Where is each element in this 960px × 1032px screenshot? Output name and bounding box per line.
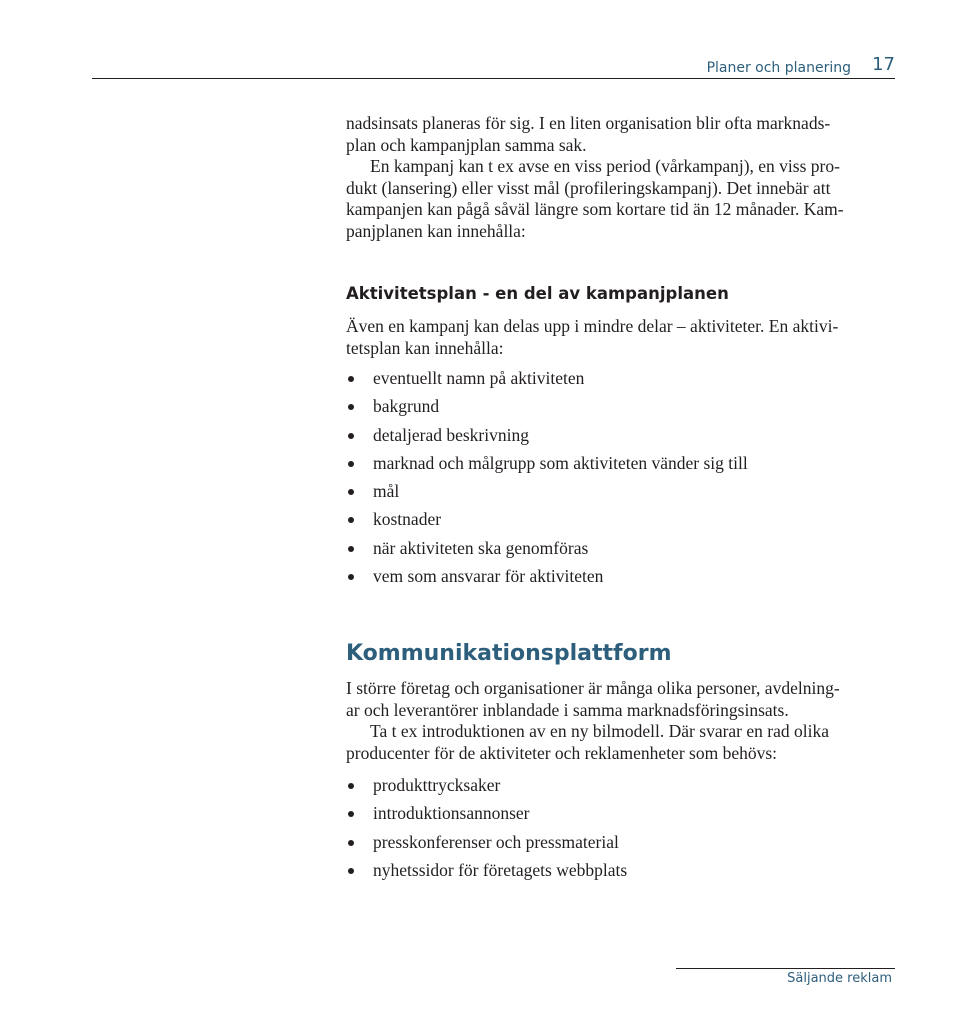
page-number: 17 [872,54,895,75]
list-item: presskonferenser och pressmaterial [346,828,627,856]
bullet-icon [348,811,354,817]
page-header [92,52,895,79]
bullet-icon [348,376,354,382]
bullet-icon [348,840,354,846]
list-item: marknad och målgrupp som aktiviteten vänder sig till [346,449,748,477]
activity-plan-list [346,364,748,590]
bullet-icon [348,517,354,523]
activity-plan-paragraph: Även en kampanj kan delas upp i mindre delar – aktiviteter. En aktivi- tetsplan kan innehålla: [346,316,839,358]
bullet-icon [348,868,354,874]
communication-platform-paragraph: I större företag och organisationer är många olika personer, avdelning- ar och leverantörer inblandade i samma marknadsföringsinsats. Ta t ex introduktionen av en ny bilmodell. Där svarar en rad olika producenter för de aktiviteter och reklamenheter som behövs: [346,678,840,763]
list-item: introduktionsannonser [346,799,627,827]
list-item: eventuellt namn på aktiviteten [346,364,748,392]
communication-platform-heading: Kommunikationsplattform [346,641,672,666]
list-item: detaljerad beskrivning [346,421,748,449]
list-item: när aktiviteten ska genomföras [346,534,748,562]
activity-plan-heading: Aktivitetsplan - en del av kampanjplanen [346,284,729,303]
bullet-icon [348,489,354,495]
communication-platform-list [346,771,627,884]
list-item: bakgrund [346,392,748,420]
bullet-icon [348,546,354,552]
page-footer [676,968,895,987]
list-item: kostnader [346,505,748,533]
list-item: mål [346,477,748,505]
book-title: Säljande reklam [787,971,892,986]
intro-paragraph: nadsinsats planeras för sig. I en liten organisation blir ofta marknads- plan och kampanjplan samma sak. En kampanj kan t ex avse en viss period (vårkampanj), en viss pro- dukt (lansering) eller visst mål (profileringskampanj). Det innebär att kampanjen kan pågå såväl längre som kortare tid än 12 månader. Kam- panjplanen kan innehålla: [346,113,844,241]
list-item: vem som ansvarar för aktiviteten [346,562,748,590]
list-item: produkttrycksaker [346,771,627,799]
bullet-icon [348,433,354,439]
bullet-icon [348,783,354,789]
bullet-icon [348,461,354,467]
running-title: Planer och planering [706,60,851,76]
bullet-icon [348,404,354,410]
list-item: nyhetssidor för företagets webbplats [346,856,627,884]
bullet-icon [348,574,354,580]
